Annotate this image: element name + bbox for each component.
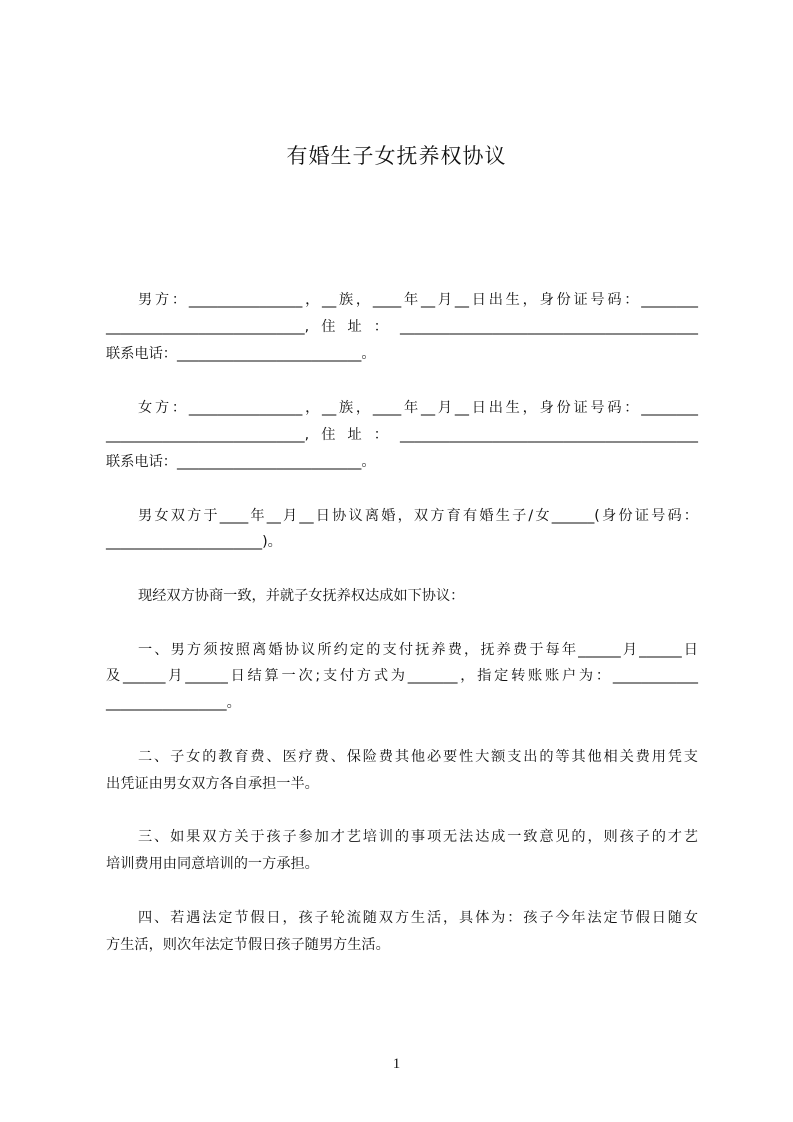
male-party-line-2: ____________________________,住址：__________________________________________ bbox=[106, 319, 698, 335]
female-party-line-3: 联系电话：__________________________。 bbox=[106, 454, 376, 470]
clause-2-line-2: 出凭证由男女双方各自承担一半。 bbox=[106, 776, 319, 792]
female-party-line-1: 女方：________________，__族，____年__月__日出生，身份证号码：________ bbox=[138, 400, 698, 416]
male-party-line-1: 男方：________________，__族，____年__月__日出生，身份证号码：________ bbox=[138, 292, 698, 308]
page-number: 1 bbox=[392, 1056, 401, 1072]
clause-3-line-1: 三、如果双方关于孩子参加才艺培训的事项无法达成一致意见的，则孩子的才艺 bbox=[138, 829, 698, 845]
clause-1-line-2: 及______月______日结算一次;支付方式为_______，指定转账账户为：____________ bbox=[106, 668, 698, 684]
clause-1-line-3: _________________。 bbox=[106, 695, 241, 711]
clause-4-line-1: 四、若遇法定节假日，孩子轮流随双方生活，具体为：孩子今年法定节假日随女 bbox=[138, 910, 698, 926]
clause-3-line-2: 培训费用由同意培训的一方承担。 bbox=[106, 856, 319, 872]
clause-4-line-2: 方生活，则次年法定节假日孩子随男方生活。 bbox=[106, 937, 390, 953]
intro-line: 现经双方协商一致，并就子女抚养权达成如下协议： bbox=[138, 588, 465, 604]
clause-2-line-1: 二、子女的教育费、医疗费、保险费其他必要性大额支出的等其他相关费用凭支 bbox=[138, 749, 698, 765]
male-party-line-3: 联系电话：__________________________。 bbox=[106, 346, 376, 362]
female-party-line-2: ____________________________,住址：__________________________________________ bbox=[106, 427, 698, 443]
divorce-info-line-2: ______________________)。 bbox=[106, 534, 282, 550]
clause-1-line-1: 一、男方须按照离婚协议所约定的支付抚养费，抚养费于每年______月______日 bbox=[138, 642, 698, 658]
document-title: 有婚生子女抚养权协议 bbox=[286, 144, 507, 168]
divorce-info-line-1: 男女双方于____年__月__日协议离婚，双方育有婚生子/女______(身份证号码： bbox=[138, 508, 698, 524]
